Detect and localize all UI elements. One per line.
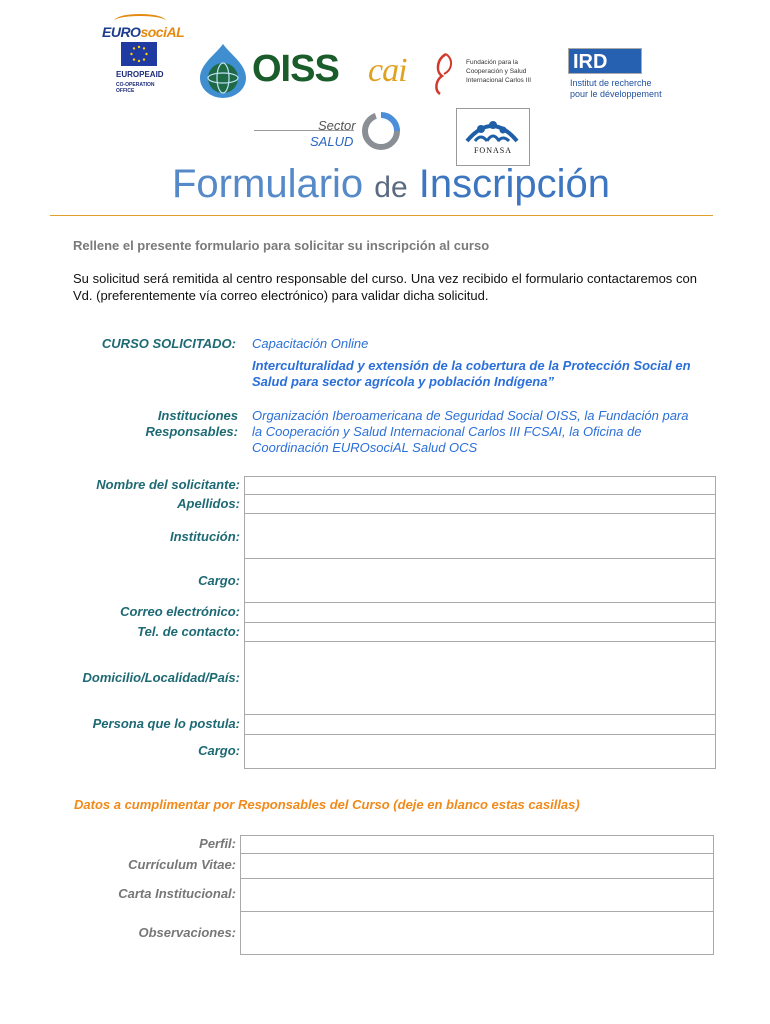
perfil-field[interactable] [240, 835, 714, 854]
sector-salud-logo [254, 106, 404, 162]
oiss-wordmark: OISS [252, 48, 339, 90]
institutions-label [60, 408, 238, 440]
label-domicilio: Domicilio/Localidad/País: [82, 670, 240, 685]
responsables-labels [40, 835, 236, 955]
sector-salud-ring-icon [358, 108, 404, 154]
intro-paragraph: Su solicitud será remitida al centro responsable del curso. Una vez recibido el formulario contactaremos con Vd. (preferentemente vía correo electrónico) para validar dicha solicitud. [73, 271, 697, 303]
label-telefono: Tel. de contacto: [137, 624, 240, 639]
fcsai-line3: Internacional Carlos III [466, 77, 532, 84]
label-observaciones: Observaciones: [138, 925, 236, 940]
institucion-field[interactable] [244, 513, 716, 559]
domicilio-field[interactable] [244, 641, 716, 715]
eu-flag-icon [121, 42, 157, 66]
cargo-postula-field[interactable] [244, 734, 716, 769]
oiss-logo [194, 42, 342, 98]
ird-wordmark: IRD [568, 48, 642, 74]
fonasa-wordmark: FONASA [473, 146, 512, 155]
label-curriculum: Currículum Vitae: [128, 857, 236, 872]
label-institucion: Institución: [169, 529, 240, 544]
label-persona-postula: Persona que lo postula: [92, 716, 240, 731]
cai-flame-icon [428, 50, 458, 96]
title-formulario: Formulario [172, 162, 364, 206]
ird-line1: Institut de recherche [570, 78, 652, 88]
eurosocial-logo [94, 12, 185, 42]
label-carta: Carta Institucional: [118, 886, 236, 901]
europeaid-line1: EUROPEAID [116, 70, 164, 79]
fonasa-logo [456, 108, 530, 166]
institutions-value: Organización Iberoamericana de Seguridad Social OISS, la Fundación para la Cooperación y Salud Internacional Carlos III FCSAI, la Oficina de Coordinación EUROsociAL Salud OCS [252, 408, 689, 455]
oiss-globe-icon [194, 42, 252, 98]
ird-logo [568, 48, 672, 100]
nombre-field[interactable] [244, 476, 716, 495]
label-apellidos: Apellidos: [177, 496, 240, 511]
telefono-field[interactable] [244, 622, 716, 642]
title-inscripcion: Inscripción [418, 162, 610, 206]
institutions-label-line1: Instituciones [157, 408, 238, 423]
cargo-field[interactable] [244, 558, 716, 603]
apellidos-field[interactable] [244, 494, 716, 514]
label-perfil: Perfil: [199, 836, 236, 851]
ird-line2: pour le développement [570, 89, 662, 99]
europeaid-line2: CO-OPERATION OFFICE [116, 82, 155, 94]
label-correo: Correo electrónico: [120, 604, 240, 619]
cai-logo [368, 50, 458, 100]
label-cargo: Cargo: [198, 573, 240, 588]
persona-postula-field[interactable] [244, 714, 716, 735]
observaciones-field[interactable] [240, 911, 714, 955]
course-label: CURSO SOLICITADO: [101, 336, 236, 351]
cai-wordmark: cai [368, 52, 407, 89]
course-type: Capacitación Online [252, 336, 369, 351]
intro-heading: Rellene el presente formulario para solicitar su inscripción al curso [73, 238, 490, 253]
label-nombre: Nombre del solicitante: [96, 477, 240, 492]
fcsai-line1: Fundación para la [466, 59, 519, 66]
correo-field[interactable] [244, 602, 716, 623]
label-cargo-postula: Cargo: [198, 743, 240, 758]
responsables-heading: Datos a cumplimentar por Responsables del Curso (deje en blanco estas casillas) [74, 797, 580, 812]
fonasa-emblem-icon [457, 111, 527, 147]
fcsai-line2: Cooperación y Salud [466, 68, 527, 75]
course-name: Interculturalidad y extensión de la cobertura de la Protección Social en Salud para sector agrícola y población Indígena” [252, 358, 691, 389]
applicant-labels [40, 476, 240, 768]
carta-field[interactable] [240, 878, 714, 912]
page-title [172, 162, 642, 214]
europeaid-logo [116, 68, 164, 94]
title-de: de [374, 171, 408, 204]
curriculum-field[interactable] [240, 853, 714, 879]
sector-salud-line1: Sector [318, 118, 356, 133]
institutions-label-line2: Responsables: [145, 424, 238, 439]
title-divider [50, 215, 713, 216]
sector-salud-line2: SALUD [310, 134, 354, 149]
fcsai-logo-text [466, 58, 536, 98]
eurosocial-wordmark: EUROsociAL [102, 24, 185, 40]
